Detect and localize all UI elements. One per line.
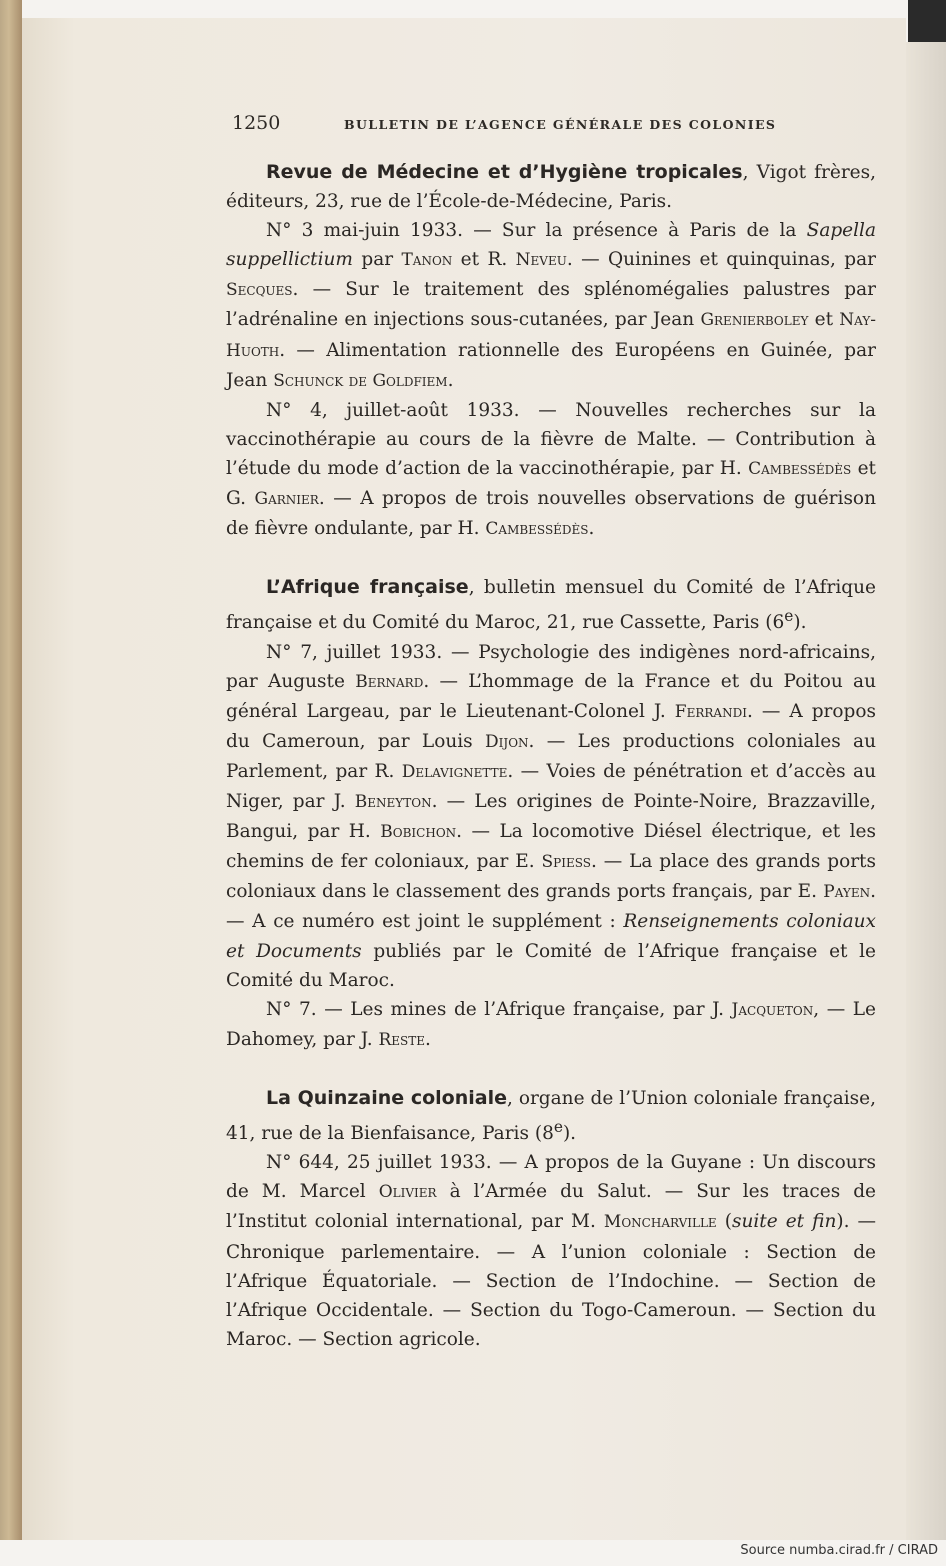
scan-edge (908, 0, 946, 42)
entry-quinzaine-coloniale-issue-644: N° 644, 25 juillet 1933. — A propos de la Guyane : Un discours de M. Marcel Olivier à l’Armée du Salut. — Sur les traces de l’Institut colonial international, par M. Moncharville (suite et fin). — Chronique parlementaire. — A l’union coloniale : Section de l’Afrique Équatoriale. — Section de l’Indochine. — Section de l’Afrique Occidentale. — Section du Togo-Cameroun. — Section du Maroc. — Section agricole. (226, 1152, 877, 1350)
running-header (232, 112, 792, 138)
page-body (226, 158, 876, 1354)
running-title: BULLETIN DE L’AGENCE GÉNÉRALE DES COLONIES (344, 117, 777, 132)
source-credit: Source numba.cirad.fr / CIRAD (740, 1543, 938, 1558)
entry-title: Revue de Médecine et d’Hygiène tropicales (266, 161, 743, 183)
page-number: 1250 (232, 112, 281, 134)
entry-revue-medecine-issue-3: N° 3 mai-juin 1933. — Sur la présence à Paris de la Sapella suppellictium par Tanon et R. Neveu. — Quinines et quinquinas, par Secques. — Sur le traitement des splénomégalies palustres par l’adrénaline en injections sous-cutanées, par Jean Grenierboley et Nay-Huoth. — Alimentation rationnelle des Européens en Guinée, par Jean Schunck de Goldfiem. (226, 220, 876, 391)
entry-afrique-francaise-issue-7: N° 7, juillet 1933. — Psychologie des indigènes nord-africains, par Auguste Bernard. — L’hommage de la France et du Poitou au général Largeau, par le Lieutenant-Colonel J. Ferrandi. — A propos du Cameroun, par Louis Dijon. — Les productions coloniales au Parlement, par R. Delavignette. — Voies de pénétration et d’accès au Niger, par J. Beneyton. — Les origines de Pointe-Noire, Brazzaville, Bangui, par H. Bobichon. — La locomotive Diésel électrique, et les chemins de fer coloniaux, par E. Spiess. — La place des grands ports coloniaux dans le classement des grands ports français, par E. Payen. — A ce numéro est joint le supplément : Renseignements coloniaux et Documents publiés par le Comité de l’Afrique française et le Comité du Maroc. (226, 641, 876, 991)
entry-revue-medecine-issue-4: N° 4, juillet-août 1933. — Nouvelles recherches sur la vaccinothérapie au cours de la fièvre de Malte. — Contribution à l’étude du mode d’action de la vaccinothérapie, par H. Cambessédès et G. Garnier. — A propos de trois nouvelles observations de guérison de fièvre ondulante, par H. Cambessédès. (226, 399, 876, 540)
entry-title: L’Afrique française (266, 576, 469, 599)
entry-title: La Quinzaine coloniale (266, 1086, 507, 1109)
book-spine (0, 0, 22, 1540)
page-edge-strip (906, 42, 946, 1540)
entry-afrique-francaise-intro: L’Afrique française, bulletin mensuel du Comité de l’Afrique française et du Comité du Maroc, 21, rue Cassette, Paris (6e). (226, 576, 876, 634)
entry-revue-medecine-intro: Revue de Médecine et d’Hygiène tropicales, Vigot frères, éditeurs, 23, rue de l’École-de-Médecine, Paris. (226, 161, 876, 213)
entry-afrique-francaise-issue-7b: N° 7. — Les mines de l’Afrique française, par J. Jacqueton, — Le Dahomey, par J. Reste. (226, 998, 876, 1050)
entry-quinzaine-coloniale-intro: La Quinzaine coloniale, organe de l’Union coloniale française, 41, rue de la Bienfaisance, Paris (8e). (226, 1086, 876, 1145)
